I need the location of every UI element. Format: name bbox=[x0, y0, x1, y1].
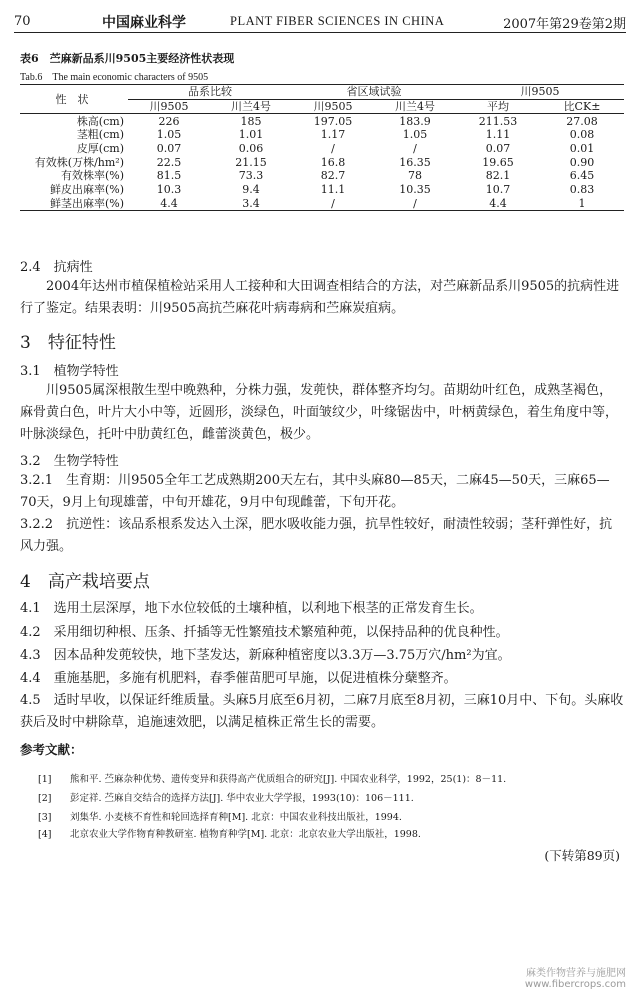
table-cell: 226 bbox=[158, 114, 180, 128]
running-header bbox=[14, 8, 626, 33]
table-cell: 0.01 bbox=[569, 142, 595, 156]
table-cell: 185 bbox=[240, 114, 262, 128]
table-cell: 10.3 bbox=[156, 183, 182, 197]
journal-title-cn: 中国麻业科学 bbox=[102, 15, 186, 31]
table-cell: 10.35 bbox=[399, 183, 431, 197]
watermark bbox=[525, 968, 626, 990]
column-header: 川9505 bbox=[292, 99, 374, 114]
section-4-5-text: 4.5 适时早收，以保证纤维质量。头麻5月底至6月初，二麻7月底至8月初，三麻10月中、下旬。头麻收获后及时中耕除草，追施速效肥，以满足植株正常生长的需要。 bbox=[20, 693, 624, 730]
table-cell: 1.05 bbox=[402, 128, 428, 142]
table-cell: / bbox=[292, 197, 374, 211]
table-cell: 22.5 bbox=[156, 155, 182, 169]
reference-text: 刘集华. 小麦核不育性和轮回选择育种[M]. 北京：中国农业科技出版社，1994. bbox=[70, 812, 402, 823]
section-3-title: 3 特征特性 bbox=[20, 333, 116, 353]
group-header-chuan9505: 川9505 bbox=[456, 85, 624, 100]
row-label: 有效株(万株/hm²) bbox=[34, 155, 124, 169]
section-4-2-text: 4.2 采用细切种根、压条、扦插等无性繁殖技术繁殖种蔸，以保持品种的优良种性。 bbox=[20, 625, 509, 640]
group-header-provincial-trial: 省区域试验 bbox=[292, 85, 456, 100]
section-3-1-text: 川9505属深根散生型中晚熟种，分株力强，发蔸快，群体整齐均匀。苗期幼叶红色，成熟茎褐色，麻骨黄白色，叶片大小中等，近圆形，淡绿色，叶面皱纹少，叶缘锯齿中，叶柄黄绿色，着生角度中等，叶脉淡绿色，托叶中肋黄红色，雌蕾淡黄色，极少。 bbox=[20, 383, 619, 442]
table-cell: 82.7 bbox=[320, 169, 346, 183]
reference-item bbox=[38, 793, 628, 805]
table-row bbox=[20, 169, 624, 183]
table-cell: 0.08 bbox=[569, 128, 595, 142]
row-label: 茎粗(cm) bbox=[76, 128, 124, 142]
references-heading: 参考文献： bbox=[20, 742, 83, 757]
page-number: 70 bbox=[14, 14, 31, 29]
section-3-2-title: 3.2 生物学特性 bbox=[20, 454, 119, 469]
watermark-line-cn: 麻类作物营养与施肥网 bbox=[526, 968, 626, 979]
section-3-2-1-text: 3.2.1 生育期：川9505全年工艺成熟期200天左右，其中头麻80—85天，二麻45—50天，三麻65—70天，9月上旬现雄蕾，中旬开雄花，9月中旬现雌蕾，下旬开花。 bbox=[20, 473, 610, 510]
table-cell: / bbox=[331, 142, 335, 156]
table-caption-cn: 表6 苎麻新品系川9505主要经济性状表现 bbox=[20, 52, 235, 65]
row-label: 皮厚(cm) bbox=[76, 142, 124, 156]
table-cell: 197.05 bbox=[313, 114, 353, 128]
table-cell: 1.17 bbox=[320, 128, 346, 142]
table-cell: 21.15 bbox=[235, 155, 267, 169]
row-label: 有效株率(%) bbox=[60, 169, 124, 183]
table-cell: 16.35 bbox=[399, 155, 431, 169]
table-row bbox=[20, 155, 624, 169]
table-cell: 3.4 bbox=[210, 197, 292, 211]
table-cell: 1.01 bbox=[238, 128, 264, 142]
row-label: 鲜皮出麻率(%) bbox=[49, 183, 124, 197]
table-cell: 16.8 bbox=[320, 155, 346, 169]
table-caption-en: Tab.6 The main economic characters of 9505 bbox=[20, 72, 209, 83]
table-cell: 4.4 bbox=[128, 197, 210, 211]
reference-number: [1] bbox=[38, 774, 52, 785]
reference-item bbox=[38, 829, 628, 841]
table-cell: 0.90 bbox=[569, 155, 595, 169]
reference-item bbox=[38, 812, 628, 824]
table-row bbox=[20, 142, 624, 156]
table-cell: 78 bbox=[408, 169, 422, 183]
table-cell: 82.1 bbox=[485, 169, 511, 183]
table-cell: 11.1 bbox=[320, 183, 346, 197]
table-cell: 0.06 bbox=[238, 142, 264, 156]
section-4-3-text: 4.3 因本品种发蔸较快，地下茎发达，新麻种植密度以3.3万—3.75万穴/hm²为宜。 bbox=[20, 648, 511, 663]
row-label: 鲜茎出麻率(%) bbox=[20, 197, 128, 211]
reference-number: [4] bbox=[38, 829, 52, 840]
reference-number: [3] bbox=[38, 812, 52, 823]
column-header: 平均 bbox=[456, 99, 540, 114]
section-3-1-title: 3.1 植物学特性 bbox=[20, 364, 119, 379]
table-cell: 19.65 bbox=[482, 155, 514, 169]
table-cell: 6.45 bbox=[569, 169, 595, 183]
table-row bbox=[20, 114, 624, 128]
column-header: 川兰4号 bbox=[210, 99, 292, 114]
journal-title-en: PLANT FIBER SCIENCES IN CHINA bbox=[230, 14, 445, 28]
reference-text: 北京农业大学作物育种教研室. 植物育种学[M]. 北京：北京农业大学出版社，1998. bbox=[70, 829, 421, 840]
issue-info: 2007年第29卷第2期 bbox=[503, 17, 626, 32]
reference-text: 彭定祥. 苎麻自交结合的选择方法[J]. 华中农业大学学报，1993(10)：106－111. bbox=[70, 793, 414, 804]
group-header-strain-comparison: 品系比较 bbox=[128, 85, 292, 100]
column-header: 比CK± bbox=[540, 99, 624, 114]
economic-traits-table bbox=[20, 84, 624, 211]
table-row bbox=[20, 128, 624, 142]
table-cell: / bbox=[413, 142, 417, 156]
table-cell: 73.3 bbox=[238, 169, 264, 183]
section-3-2-2-text: 3.2.2 抗逆性：该品系根系发达入土深，肥水吸收能力强，抗旱性较好，耐渍性较弱；茎秆弹性好，抗风力强。 bbox=[20, 517, 613, 554]
column-header: 川兰4号 bbox=[374, 99, 456, 114]
table-cell: 0.83 bbox=[569, 183, 595, 197]
table-row bbox=[20, 197, 624, 211]
table-cell: 4.4 bbox=[456, 197, 540, 211]
section-2-4-title: 2.4 抗病性 bbox=[20, 260, 93, 275]
reference-number: [2] bbox=[38, 793, 52, 804]
reference-text: 熊和平. 苎麻杂种优势、遗传变异和获得高产优质组合的研究[J]. 中国农业科学，1992，25(1)：8－11. bbox=[70, 774, 507, 785]
section-4-1-text: 4.1 选用土层深厚，地下水位较低的土壤种植，以利地下根茎的正常发育生长。 bbox=[20, 601, 483, 616]
column-header: 川9505 bbox=[128, 99, 210, 114]
reference-item bbox=[38, 774, 628, 786]
table-cell: 1.11 bbox=[485, 128, 511, 142]
section-4-title: 4 高产栽培要点 bbox=[20, 572, 150, 592]
trait-header: 性 状 bbox=[20, 85, 128, 114]
table-cell: 1.05 bbox=[156, 128, 182, 142]
table-cell: 183.9 bbox=[399, 114, 431, 128]
watermark-line-url: www.fibercrops.com bbox=[524, 979, 626, 990]
section-4-4-text: 4.4 重施基肥，多施有机肥料，春季催苗肥可早施，以促进植株分蘖整齐。 bbox=[20, 671, 457, 686]
table-cell: 0.07 bbox=[156, 142, 182, 156]
table-cell: 81.5 bbox=[156, 169, 182, 183]
table-cell: / bbox=[374, 197, 456, 211]
table-cell: 9.4 bbox=[242, 183, 260, 197]
table-cell: 10.7 bbox=[485, 183, 511, 197]
table-row bbox=[20, 183, 624, 197]
row-label: 株高(cm) bbox=[76, 114, 124, 128]
table-cell: 27.08 bbox=[566, 114, 598, 128]
table-cell: 211.53 bbox=[478, 114, 518, 128]
continued-note: (下转第89页) bbox=[544, 848, 620, 863]
table-cell: 1 bbox=[540, 197, 624, 211]
table-cell: 0.07 bbox=[485, 142, 511, 156]
section-2-4-text: 2004年达州市植保植检站采用人工接种和大田调查相结合的方法，对苎麻新品系川9505的抗病性进行了鉴定。结果表明：川9505高抗苎麻花叶病毒病和苎麻炭疽病。 bbox=[20, 279, 620, 316]
